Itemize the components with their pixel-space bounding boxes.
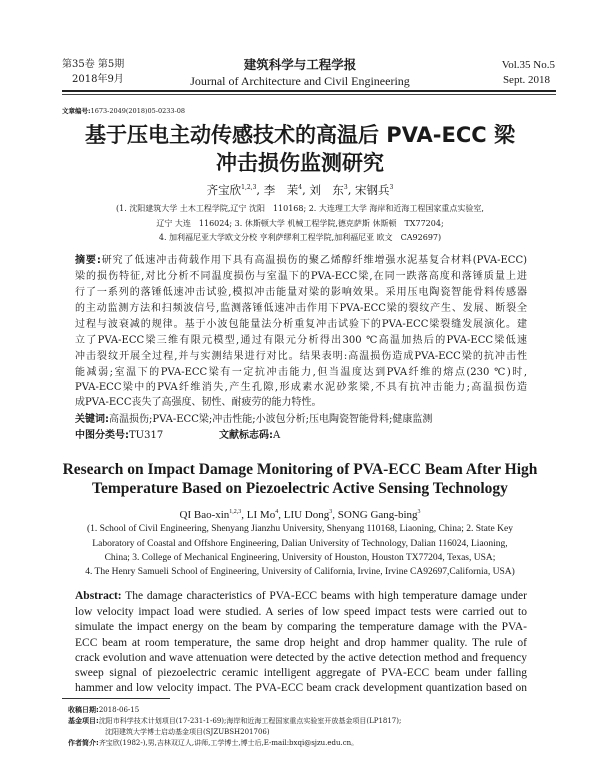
author-name: QI Bao-xin: [179, 509, 230, 521]
affiliation-cn-line: 辽宁 大连 116024; 3. 休斯顿大学 机械工程学院,德克萨斯 休斯顿 TX77204;: [156, 219, 444, 228]
author-affil-sup: 1,2,3: [229, 509, 242, 515]
footnote-funding: [68, 718, 401, 725]
footnote-label: 收稿日期:: [68, 706, 99, 714]
authors-en: [0, 509, 600, 521]
title-cn-line-1: 基于压电主动传感技术的高温后 PVA-ECC 梁: [85, 123, 515, 147]
article-number-label: 文章编号:: [62, 107, 91, 115]
abstract-cn-line: PVA-ECC梁中的PVA纤维消失,产生孔隙,形成素水泥砂浆梁,不具有抗冲击能力;高温损伤造: [75, 382, 527, 393]
author-sep: ,: [241, 509, 247, 521]
title-en-line-1: Research on Impact Damage Monitoring of PVA-ECC Beam After High: [62, 461, 538, 478]
clc-label: 中图分类号:: [75, 430, 129, 441]
abstract-en-line: crack evolution and wave attenuation were detected by the active detection method and frequency: [75, 652, 527, 664]
footnote-value: 2018-06-15: [98, 706, 140, 714]
footnote-value: 齐宝欣(1982-),男,吉林双辽人,讲师,工学博士,博士后,E-mail:bxqi@sjzu.edu.cn。: [98, 739, 359, 747]
abstract-cn-text: 研究了低速冲击荷载作用下具有高温损伤的聚乙烯醇纤维增强水泥基复合材料(PVA-ECC): [100, 255, 528, 266]
header-rule-thin: [62, 94, 556, 95]
footnote-received: [68, 707, 139, 714]
author-name: SONG Gang-bing: [337, 509, 418, 521]
author-sep: ,: [256, 183, 261, 197]
author-affil-sup: 3: [329, 509, 333, 515]
date-cn: 2018年9月: [72, 74, 124, 85]
author-sep: ,: [332, 509, 338, 521]
volume-issue-cn: 第35卷 第5期: [62, 59, 125, 70]
footnote-value: 沈阳建筑大学博士启动基金项目(SJZUBSH201706): [105, 728, 270, 736]
footnote-funding-cont: [105, 729, 270, 736]
footnote-author-bio: [68, 740, 358, 747]
author-name: 宋钢兵: [355, 183, 390, 197]
footnote-label: 基金项目:: [68, 717, 99, 725]
abstract-en-text: The damage characteristics of PVA-ECC beams with high temperature damage under: [125, 590, 527, 602]
article-number-value: 1673-2049(2018)05-0233-08: [90, 107, 185, 115]
affiliation-cn-line: (1. 沈阳建筑大学 土木工程学院,辽宁 沈阳 110168; 2. 大连理工大学 海岸和近海工程国家重点实验室,: [116, 204, 484, 213]
author-affil-sup: 4: [275, 509, 279, 515]
header-rule: [62, 90, 556, 92]
abstract-en-line: low velocity impact load were studied. A series of low speed impact tests were carried out to: [75, 606, 527, 618]
affiliation-en-line: (1. School of Civil Engineering, Shenyang Jianzhu University, Shenyang 110168, Liaoning, China; 2. State Key: [87, 524, 513, 534]
author-affil-sup: 4: [298, 184, 303, 191]
abstract-cn-line: 梁的损伤特征,对比分析不同温度损伤与室温下的PVA-ECC梁,在同一跌落高度和落锤质量上进: [75, 271, 527, 282]
abstract-cn-line: 立了PVA-ECC梁三维有限元模型,通过有限元分析得出300 ℃高温加热后的PVA-ECC梁低速: [75, 335, 527, 346]
abstract-en-line: sweep signal of piezoelectric ceramic intelligent aggregate of PVA-ECC beam under falling: [75, 667, 527, 679]
author-affil-sup: 1,2,3: [241, 184, 257, 191]
title-en-line-2: Temperature Based on Piezoelectric Active Sensing Technology: [92, 480, 508, 497]
abstract-cn-line: 的主动监测方法和扫频波信号,监测落锤低速冲击作用下PVA-ECC梁的裂纹产生、发展、断裂全: [75, 303, 527, 314]
abstract-en-line: ECC beam at room temperature, the same drop height and drop hammer quality. The rule of: [75, 637, 527, 649]
abstract-cn-label: 摘要:: [75, 255, 101, 266]
footnote-value: 沈阳市科学技术计划项目(17-231-1-69);海岸和近海工程国家重点实验室开放基金项目(LP1817);: [98, 717, 402, 725]
abstract-cn-line: 过程与波衰减的规律。基于小波包能量法分析重复冲击试验下的PVA-ECC梁裂缝发展演化。建: [75, 319, 527, 330]
abstract-en-label: Abstract:: [75, 590, 122, 602]
author-name: 李 茉: [263, 183, 299, 197]
author-sep: ,: [278, 509, 284, 521]
date-en: Sept. 2018: [502, 74, 550, 86]
abstract-en-line: [75, 591, 527, 603]
author-affil-sup: 3: [417, 509, 421, 515]
author-name: 齐宝欣: [206, 183, 242, 197]
affiliation-cn-line: 4. 加利福尼亚大学欧文分校 亨利萨缪利工程学院,加利福尼亚 欧文 CA92697): [158, 233, 442, 242]
abstract-en-line: hammer and low velocity impact. The PVA-ECC beam crack development quantization based on: [75, 682, 527, 694]
author-sep: ,: [347, 183, 352, 197]
abstract-cn-line: 能减弱;室温下的PVA-ECC梁有一定抗冲击能力,但当温度达到PVA纤维的熔点(230 ℃)时,: [75, 367, 527, 378]
keywords-cn-label: 关键词:: [75, 414, 109, 425]
clc-value: TU317: [129, 430, 164, 441]
abstract-cn-line: [75, 256, 527, 266]
authors-cn: [0, 185, 600, 197]
author-name: 刘 东: [309, 183, 344, 197]
author-name: LIU Dong: [283, 509, 330, 521]
article-number: [62, 108, 185, 115]
doc-code-value: A: [273, 430, 281, 441]
author-sep: ,: [302, 183, 306, 197]
abstract-cn-line: 成PVA-ECC丧失了高强度、韧性、耐疲劳的能力特性。: [75, 397, 322, 408]
affiliation-en-line: China; 3. College of Mechanical Engineering, University of Houston, Houston TX77204, Texas, USA;: [104, 553, 496, 563]
footnote-label: 作者简介:: [68, 739, 99, 747]
journal-title-cn: 建筑科学与工程学报: [243, 57, 357, 72]
abstract-en-line: simulate the impact energy on the beam by comparing the temperature damage with the PVA-: [75, 621, 527, 633]
affiliation-en-line: 4. The Henry Samueli School of Engineering, University of California, Irvine, Irvine CA92697,California, USA): [85, 567, 515, 577]
doc-code-label: 文献标志码:: [219, 430, 273, 441]
keywords-cn: [75, 415, 527, 425]
journal-title-en: Journal of Architecture and Civil Engineering: [190, 74, 410, 88]
abstract-cn-line: 行了一系列的落锤低速冲击试验,模拟冲击能量对梁的影响效果。采用压电陶瓷智能骨料传感器: [75, 287, 527, 298]
author-affil-sup: 3: [389, 184, 394, 191]
author-affil-sup: 3: [343, 184, 348, 191]
footnote-rule: [62, 698, 170, 699]
volume-issue-en: Vol.35 No.5: [501, 59, 555, 71]
author-name: LI Mo: [246, 509, 276, 521]
classification: [75, 431, 527, 441]
abstract-cn-line: 冲击裂纹开展全过程,并与实测结果进行对比。结果表明:高温损伤造成PVA-ECC梁的抗冲击性: [75, 351, 527, 362]
keywords-cn-value: 高温损伤;PVA-ECC梁;冲击性能;小波包分析;压电陶瓷智能骨料;健康监测: [109, 414, 433, 425]
title-cn-line-2: 冲击损伤监测研究: [216, 151, 384, 175]
affiliation-en-line: Laboratory of Coastal and Offshore Engineering, Dalian University of Technology, Dalian 116024, Liaoning,: [92, 539, 508, 549]
